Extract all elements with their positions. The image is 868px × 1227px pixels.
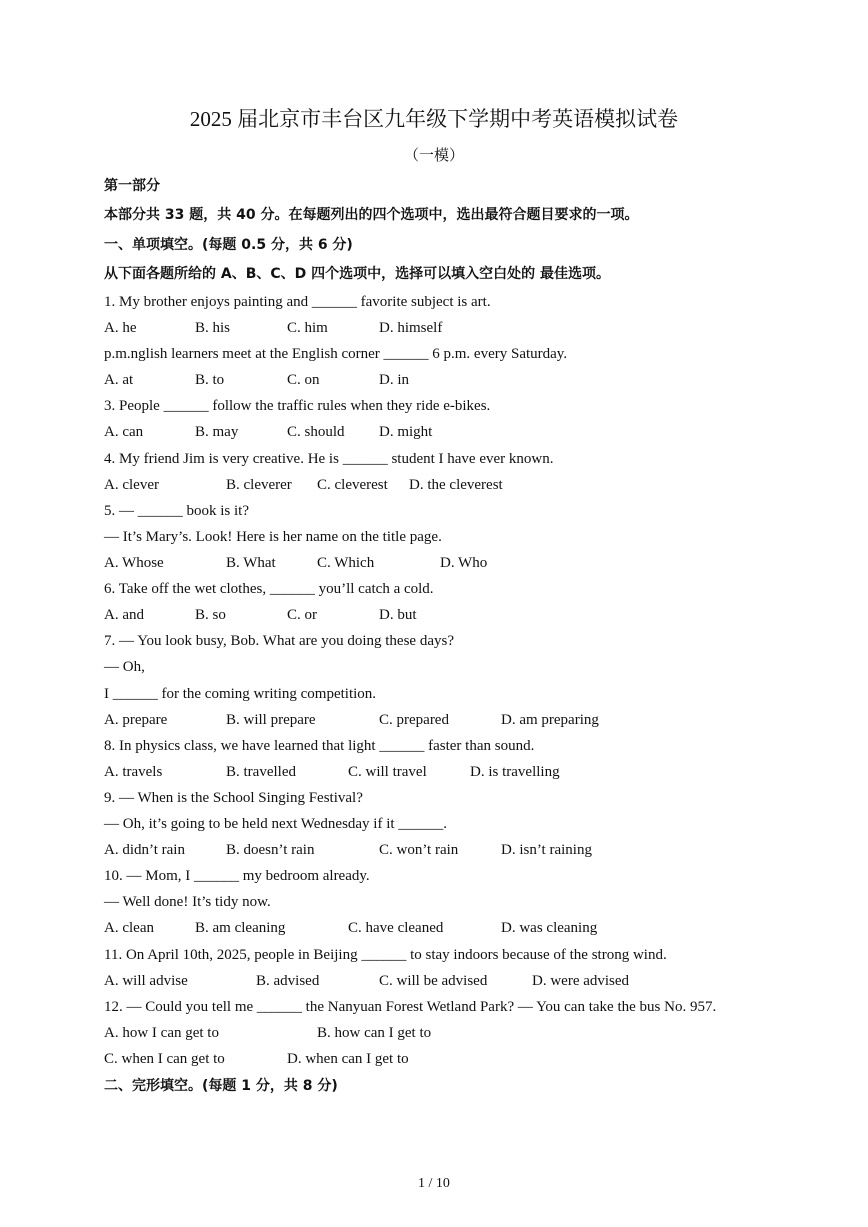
option-d: D. am preparing [501, 712, 599, 728]
section-heading: 一、单项填空。(每题 0.5 分，共 6 分) [104, 237, 353, 253]
option-a: A. prepare [104, 712, 168, 728]
question-dialogue-line: — It’s Mary’s. Look! Here is her name on the title page. [104, 529, 442, 545]
option-b: B. will prepare [226, 712, 316, 728]
option-b: B. cleverer [226, 477, 292, 493]
option-d: D. is travelling [470, 764, 560, 780]
option-a: A. clever [104, 477, 159, 493]
option-b: B. travelled [226, 764, 296, 780]
option-b: B. am cleaning [195, 920, 286, 936]
option-a: A. how I can get to [104, 1025, 219, 1041]
option-b: B. may [195, 424, 239, 440]
question-dialogue-line: — Oh, it’s going to be held next Wednesday if it ______. [104, 816, 448, 832]
option-d: D. were advised [532, 973, 630, 989]
option-d: D. in [379, 372, 409, 388]
section-instruction: 从下面各题所给的 A、B、C、D 四个选项中，选择可以填入空白处的 最佳选项。 [104, 266, 611, 282]
section-heading: 二、完形填空。(每题 1 分，共 8 分) [104, 1078, 338, 1094]
option-b: B. how can I get to [317, 1025, 432, 1041]
question-stem: 12. — Could you tell me ______ the Nanyuan Forest Wetland Park? — You can take the bus No. 957. [104, 999, 717, 1015]
option-c: C. him [287, 320, 328, 336]
option-a: A. Whose [104, 555, 164, 571]
option-d: D. when can I get to [287, 1051, 409, 1067]
option-b: B. advised [256, 973, 320, 989]
option-c: C. won’t rain [379, 842, 459, 858]
option-c: C. will travel [348, 764, 427, 780]
question-dialogue-line: I ______ for the coming writing competition. [104, 686, 377, 702]
option-a: A. and [104, 607, 144, 623]
option-a: A. travels [104, 764, 163, 780]
option-b: B. so [195, 607, 226, 623]
option-a: A. didn’t rain [104, 842, 185, 858]
part-instruction: 本部分共 33 题，共 40 分。在每题列出的四个选项中，选出最符合题目要求的一项。 [104, 207, 639, 223]
question-stem: 9. — When is the School Singing Festival? [104, 790, 363, 806]
option-c: C. cleverest [317, 477, 388, 493]
exam-subtitle: （一模） [403, 148, 464, 164]
option-d: D. himself [379, 320, 443, 336]
option-d: D. the cleverest [409, 477, 503, 493]
option-b: B. doesn’t rain [226, 842, 315, 858]
option-c: C. will be advised [379, 973, 488, 989]
option-c: C. Which [317, 555, 375, 571]
option-c: C. or [287, 607, 317, 623]
option-c: C. prepared [379, 712, 449, 728]
question-stem: 4. My friend Jim is very creative. He is ______ student I have ever known. [104, 451, 554, 467]
option-b: B. his [195, 320, 231, 336]
option-c: C. when I can get to [104, 1051, 225, 1067]
question-stem: 5. — ______ book is it? [104, 503, 249, 519]
option-a: A. at [104, 372, 134, 388]
question-stem: 7. — You look busy, Bob. What are you doing these days? [104, 633, 454, 649]
option-d: D. isn’t raining [501, 842, 592, 858]
option-a: A. will advise [104, 973, 188, 989]
question-stem: 10. — Mom, I ______ my bedroom already. [104, 868, 370, 884]
option-a: A. can [104, 424, 144, 440]
option-c: C. should [287, 424, 345, 440]
question-dialogue-line: — Oh, [104, 659, 145, 675]
option-d: D. might [379, 424, 433, 440]
question-dialogue-line: — Well done! It’s tidy now. [104, 894, 271, 910]
option-b: B. to [195, 372, 225, 388]
option-d: D. was cleaning [501, 920, 598, 936]
option-c: C. have cleaned [348, 920, 444, 936]
option-a: A. clean [104, 920, 154, 936]
page-number: 1 / 10 [418, 1176, 450, 1191]
question-stem: 1. My brother enjoys painting and ______ favorite subject is art. [104, 294, 491, 310]
part-heading: 第一部分 [104, 178, 160, 194]
option-c: C. on [287, 372, 320, 388]
question-stem: 8. In physics class, we have learned that light ______ faster than sound. [104, 738, 535, 754]
option-d: D. but [379, 607, 417, 623]
question-stem: 6. Take off the wet clothes, ______ you’ll catch a cold. [104, 581, 434, 597]
exam-title: 2025 届北京市丰台区九年级下学期中考英语模拟试卷 [189, 107, 679, 131]
option-d: D. Who [440, 555, 488, 571]
option-a: A. he [104, 320, 137, 336]
question-stem: 3. People ______ follow the traffic rules when they ride e-bikes. [104, 398, 491, 414]
question-stem: 11. On April 10th, 2025, people in Beijing ______ to stay indoors because of the strong wind. [104, 947, 667, 963]
option-b: B. What [226, 555, 276, 571]
question-stem: p.m.nglish learners meet at the English corner ______ 6 p.m. every Saturday. [104, 346, 568, 362]
